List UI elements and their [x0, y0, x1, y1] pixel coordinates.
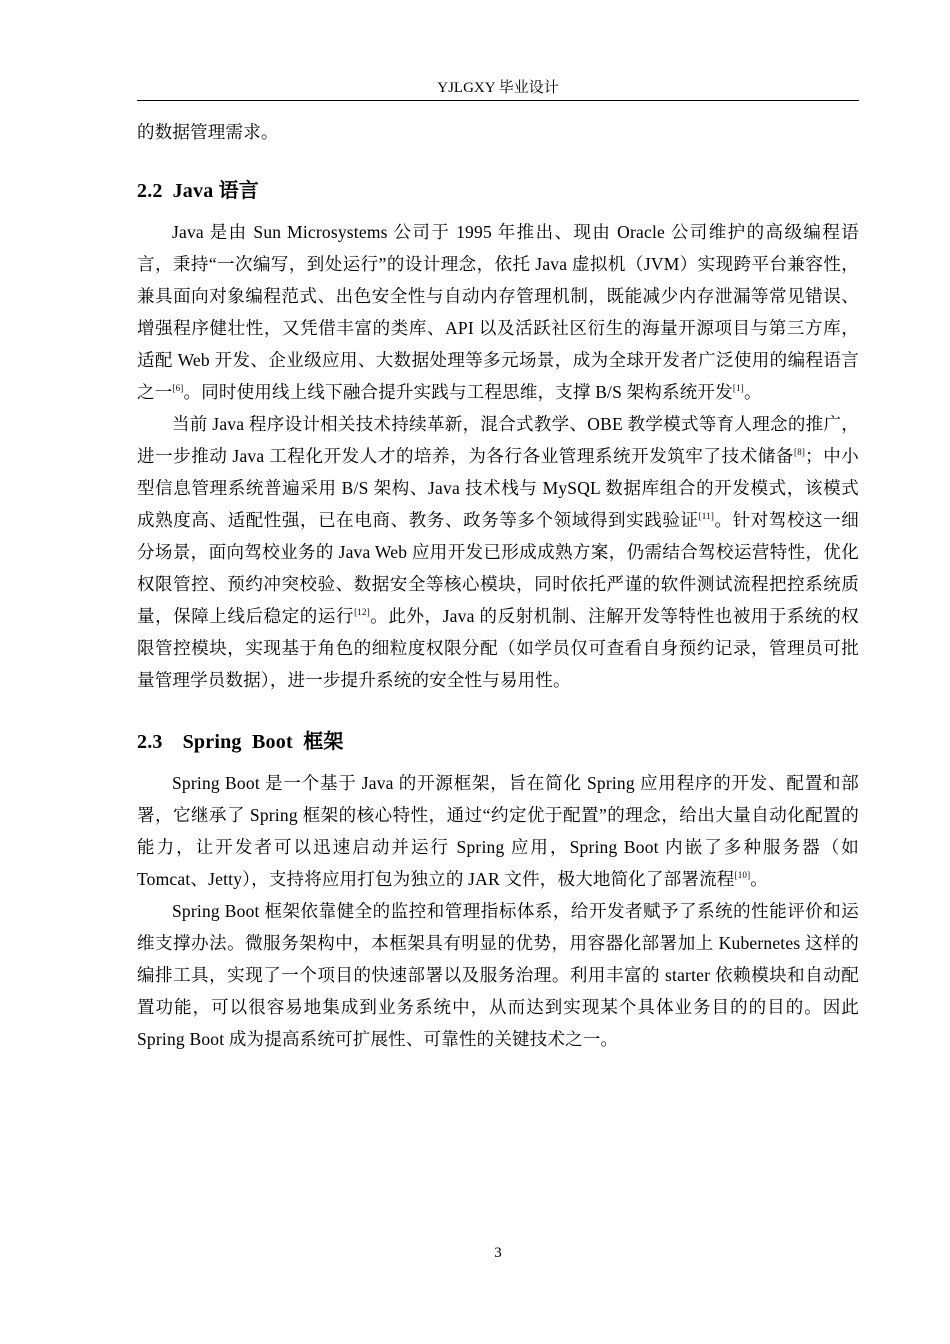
section-title-text: Spring Boot 框架	[182, 731, 344, 753]
spring-paragraph-1	[137, 767, 859, 895]
paragraph-text: 。此外，Java 的反射机制、注解开发等特性也被用于系统的权限管控模块，实现基于角色的细粒度权限分配（如学员仅可查看自身预约记录，管理员可批量管理学员数据），进一步提升系统的安全性与易用性。	[137, 606, 860, 690]
paragraph-text: 。针对驾校这一细分场景，面向驾校业务的 Java Web 应用开发已形成成熟方案，仍需结合驾校运营特性，优化权限管控、预约冲突校验、数据安全等核心模块，同时依托严谨的软件测试流程把控系统质量，保障上线后稳定的运行	[137, 510, 859, 626]
java-paragraph-1	[137, 216, 859, 408]
paragraph-text: ；中小型信息管理系统普遍采用 B/S 架构、Java 技术栈与 MySQL 数据库组合的开发模式，该模式成熟度高、适配性强，已在电商、教务、政务等多个领域得到实践验证	[137, 446, 859, 530]
page-number: 3	[494, 1245, 502, 1261]
citation-ref: [1]	[732, 383, 744, 393]
citation-ref: [12]	[354, 607, 370, 617]
page-body	[137, 116, 859, 1055]
citation-ref: [11]	[698, 511, 715, 521]
paragraph-text: 。	[743, 382, 762, 402]
citation-ref: [6]	[172, 383, 184, 393]
intro-fragment: 的数据管理需求。	[137, 122, 279, 142]
paragraph-text: 。	[750, 869, 768, 889]
section-number: 2.3	[137, 731, 163, 753]
paragraph-text: Java 是由 Sun Microsystems 公司于 1995 年推出、现由 Oracle 公司维护的高级编程语言，秉持“一次编写，到处运行”的设计理念，依托 Java 虚拟机（JVM）实现跨平台兼容性，兼具面向对象编程范式、出色安全性与自动内存管理机制，既能减少内存泄漏等常见错误、增强程序健壮性，又凭借丰富的类库、API 以及活跃社区衍生的海量开源项目与第三方库，适配 Web 开发、企业级应用、大数据处理等多元场景，成为全球开发者广泛使用的编程语言之一	[137, 222, 859, 402]
paragraph-text: 当前 Java 程序设计相关技术持续革新，混合式教学、OBE 教学模式等育人理念的推广，进一步推动 Java 工程化开发人才的培养，为各行各业管理系统开发筑牢了技术储备	[137, 414, 859, 466]
header-divider	[137, 100, 859, 101]
paragraph-text: 。同时使用线上线下融合提升实践与工程思维，支撑 B/S 架构系统开发	[183, 382, 733, 402]
section-title-text: Java 语言	[172, 180, 260, 202]
paragraph-text: Spring Boot 是一个基于 Java 的开源框架，旨在简化 Spring 应用程序的开发、配置和部署，它继承了 Spring 框架的核心特性，通过“约定优于配置”的理念，给出大量自动化配置的能力，让开发者可以迅速启动并运行 Spring 应用，Spring Boot 内嵌了多种服务器（如 Tomcat、Jetty），支持将应用打包为独立的 JAR 文件，极大地简化了部署流程	[137, 773, 859, 889]
section-number: 2.2	[137, 180, 163, 202]
citation-ref: [10]	[734, 870, 751, 880]
section-heading-java	[137, 175, 859, 207]
spring-paragraph-2: Spring Boot 框架依靠健全的监控和管理指标体系，给开发者赋予了系统的性能评价和运维支撑办法。微服务架构中，本框架具有明显的优势，用容器化部署加上 Kubernetes 这样的编排工具，实现了一个项目的快速部署以及服务治理。利用丰富的 starter 依赖模块和自动配置功能，可以很容易地集成到业务系统中，从而达到实现某个具体业务目的的目的。因此 Spring Boot 成为提高系统可扩展性、可靠性的关键技术之一。	[137, 901, 859, 1049]
java-paragraph-2	[137, 408, 859, 696]
page-header: YJLGXY 毕业设计	[437, 80, 559, 96]
citation-ref: [8]	[794, 447, 806, 457]
section-heading-spring-boot	[137, 726, 859, 758]
